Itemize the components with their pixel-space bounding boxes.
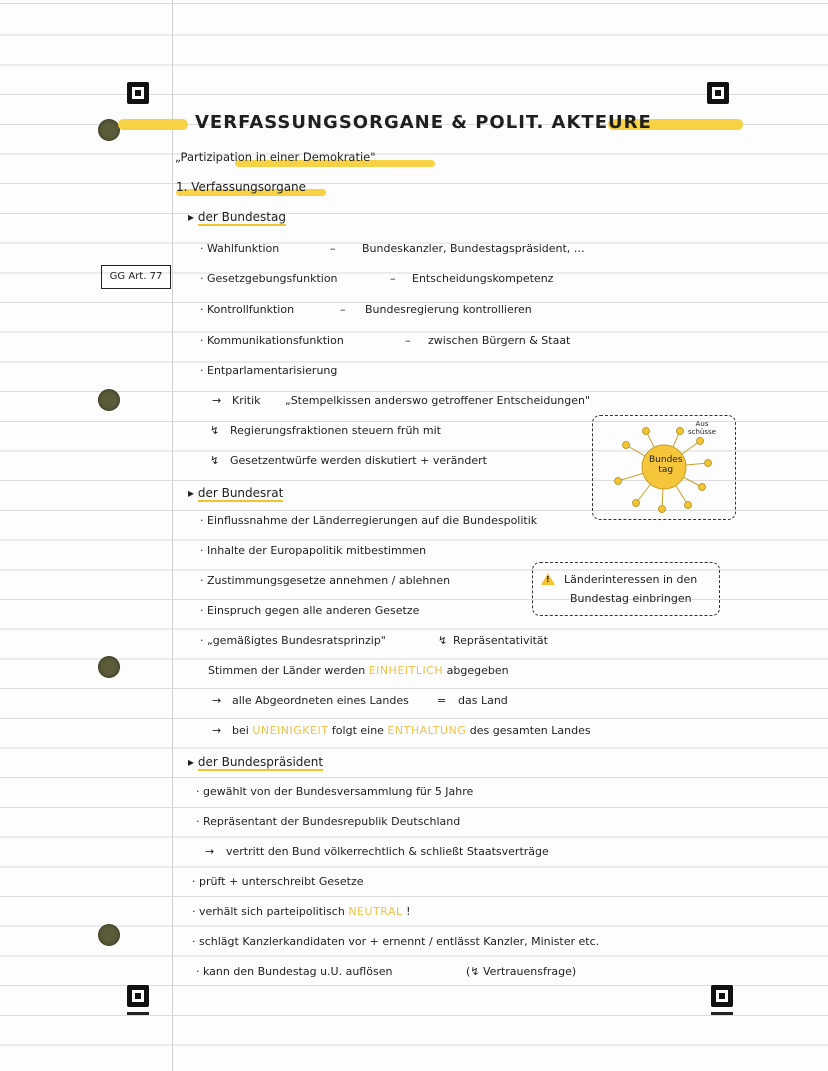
kritik-text: „Stempelkissen anderswo getroffener Entscheidungen" (285, 394, 591, 407)
bullet-text: Bundesregierung kontrollieren (365, 303, 532, 316)
corner-marker-icon (707, 82, 729, 104)
sub-line: vertritt den Bund völkerrechtlich & schließt Staatsverträge (226, 845, 549, 858)
page-subtitle: „Partizipation in einer Demokratie" (175, 150, 376, 164)
sun-label: Bundes tag (649, 455, 683, 475)
info-box (532, 562, 720, 616)
bullet-line: · Kontrollfunktion (200, 303, 295, 316)
arrow: → (205, 845, 215, 858)
contradiction-icon: ↯ (210, 454, 220, 467)
bullet-text: Entscheidungskompetenz (412, 272, 554, 285)
corner-marker-icon (127, 985, 149, 1007)
bullet-line: · Gesetzgebungsfunktion (200, 272, 338, 285)
info-box-line: Länderinteressen in den (564, 573, 698, 586)
bullet-line: · Entparlamentarisierung (200, 364, 338, 377)
punch-hole (98, 656, 120, 678)
sub-line: das Land (458, 694, 508, 707)
sub-line: Regierungsfraktionen steuern früh mit (230, 424, 441, 437)
bullet-line: · Einspruch gegen alle anderen Gesetze (200, 604, 420, 617)
dash: – (405, 334, 411, 347)
margin-note: GG Art. 77 (101, 265, 171, 289)
bullet-line: · „gemäßigtes Bundesratsprinzip" (200, 634, 386, 647)
bullet-line: · kann den Bundestag u.U. auflösen (196, 965, 393, 978)
margin-line (172, 0, 173, 1071)
punch-hole (98, 119, 120, 141)
bullet-line: Stimmen der Länder werden EINHEITLICH abgegeben (208, 664, 509, 677)
sun-side-label: Aus schüsse (688, 420, 716, 436)
title-highlight-left (118, 119, 188, 130)
bullet-line: · Einflussnahme der Länderregierungen auf die Bundespolitik (200, 514, 538, 527)
dash: – (390, 272, 396, 285)
sub-line: bei UNEINIGKEIT folgt eine ENTHALTUNG des gesamten Landes (232, 724, 591, 737)
punch-hole (98, 389, 120, 411)
sub-line: Gesetzentwürfe werden diskutiert + verändert (230, 454, 487, 467)
corner-marker-icon (127, 82, 149, 104)
warning-mark: ! (546, 575, 550, 584)
dash: – (330, 242, 336, 255)
arrow: → (212, 394, 222, 407)
sub-line: alle Abgeordneten eines Landes (232, 694, 409, 707)
bullet-line: · Wahlfunktion (200, 242, 280, 255)
bullet-text: zwischen Bürgern & Staat (428, 334, 571, 347)
info-box-line: Bundestag einbringen (570, 592, 692, 605)
equals: = (437, 694, 447, 707)
dash: – (340, 303, 346, 316)
bullet-text: Bundeskanzler, Bundestagspräsident, … (362, 242, 585, 255)
bullet-line: · gewählt von der Bundesversammlung für 5 Jahre (196, 785, 474, 798)
contradiction-icon: ↯ (438, 634, 448, 647)
heading-bundestag: ▸ der Bundestag (188, 210, 286, 224)
bullet-line: · prüft + unterschreibt Gesetze (192, 875, 364, 888)
bullet-line: · Kommunikationsfunktion (200, 334, 344, 347)
bullet-line: · Repräsentant der Bundesrepublik Deutschland (196, 815, 461, 828)
heading-bundesrat: ▸ der Bundesrat (188, 486, 284, 500)
bullet-line: · Inhalte der Europapolitik mitbestimmen (200, 544, 427, 557)
page-title: VERFASSUNGSORGANE & POLIT. AKTEURE (195, 112, 652, 133)
corner-marker-bar (711, 1012, 733, 1015)
arrow: → (212, 724, 222, 737)
contradiction-icon: ↯ (210, 424, 220, 437)
bullet-line: · verhält sich parteipolitisch NEUTRAL ! (192, 905, 411, 918)
bullet-text: Repräsentativität (453, 634, 548, 647)
heading-bundespraesident: ▸ der Bundespräsident (188, 755, 324, 769)
bullet-line: · schlägt Kanzlerkandidaten vor + ernennt / entlässt Kanzler, Minister etc. (192, 935, 600, 948)
bullet-text: (↯ Vertrauensfrage) (466, 965, 577, 978)
corner-marker-bar (127, 1012, 149, 1015)
punch-hole (98, 924, 120, 946)
bullet-line: · Zustimmungsgesetze annehmen / ablehnen (200, 574, 451, 587)
kritik-label: Kritik (232, 394, 261, 407)
section-heading: 1. Verfassungsorgane (176, 180, 307, 194)
corner-marker-icon (711, 985, 733, 1007)
arrow: → (212, 694, 222, 707)
